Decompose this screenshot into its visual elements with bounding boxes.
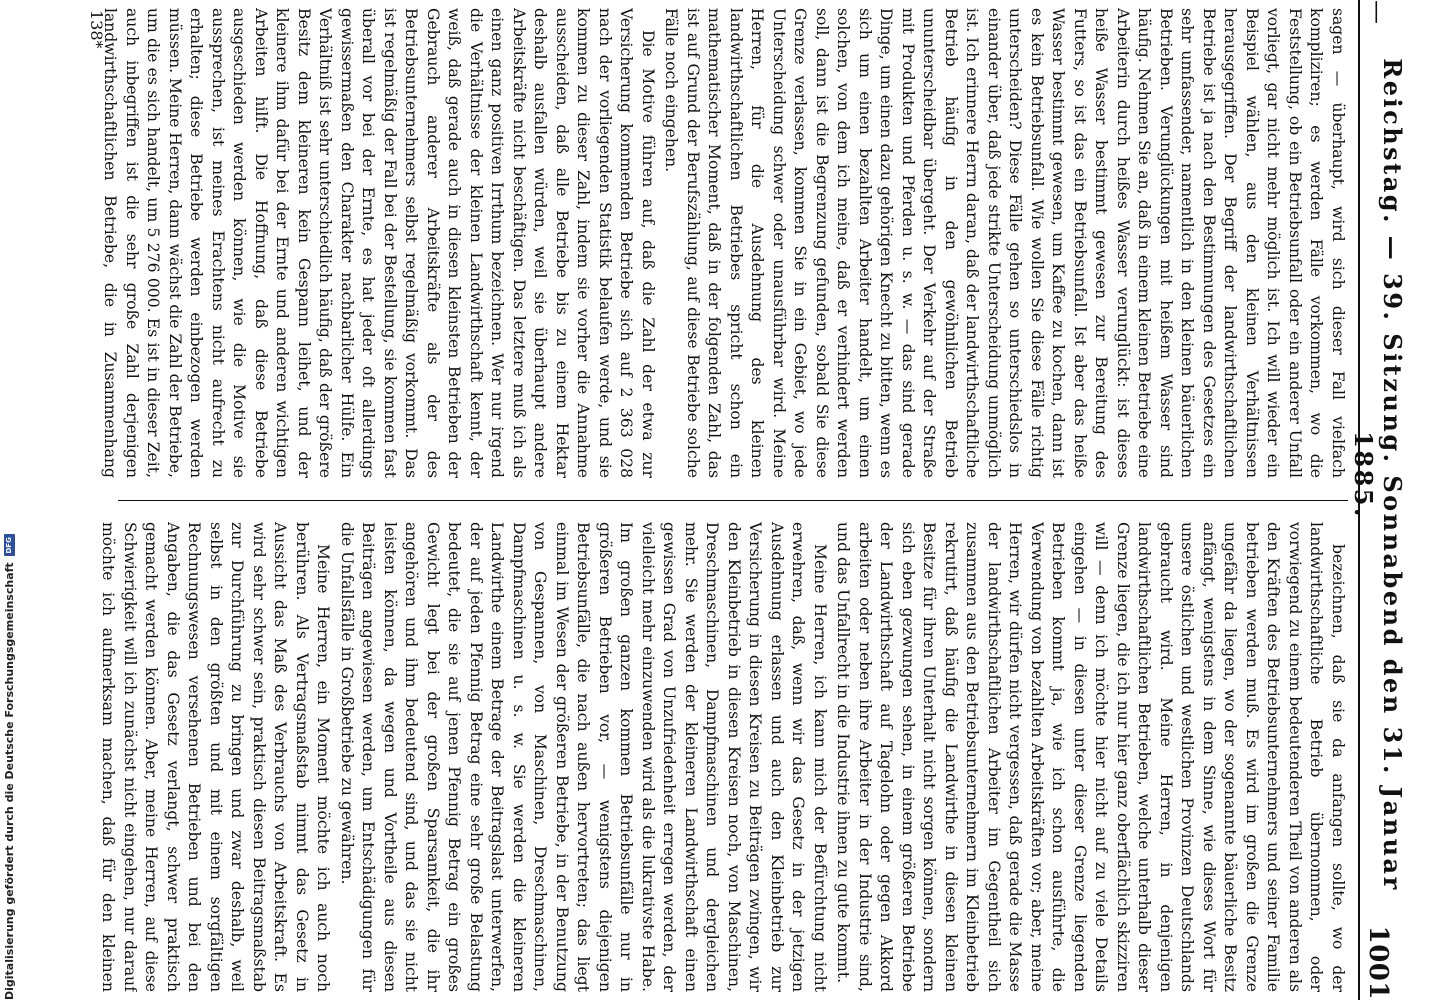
right-text-column [98,522,1348,992]
paragraph: Die Motive führen auf, daß die Zahl der etwa zur Versicherung kommenden Betriebe sich auf 2 363 028 nach der vorliegenden Statistik belaufen werde, und sie kommen zu dieser Zahl, indem sie vorher die Annahme ausscheiden, daß alle Betriebe bis zu einem Hektar deshalb ausfallen würden, weil sie überhaupt andere Arbeitskräfte nicht beschäftigen. Das letztere muß ich als einen ganz positiven Irrthum bezeichnen. Wer nur irgend die Verhältnisse der kleinen Landwirthschaft kennt, der weiß, daß gerade auch in diesen kleinsten Betrieben der Gebrauch anderer Arbeitskräfte als der des Betriebsunternehmers selbst regelmäßig vorkommt. Das ist regelmäßig der Fall bei der Bestellung, sie kommen fast überall vor bei der Ernte, es hat jeder oft allerdings gewissermaßen den Charakter nachbarlicher Hülfe. Ein Verhältniß ist sehr unterschiedlich häufig, daß der größere Besitz dem kleineren kein Gespann leihet, und der kleinere ihm dafür bei der Ernte und anderen wichtigen Arbeiten hilft. Die Hoffnung, daß diese Betriebe ausgeschieden werden können, wie die Motive sie aussprechen, ist meines Erachtens nicht aufrecht zu erhalten; diese Betriebe werden einbezogen werden müssen. Meine Herren, dann wächst die Zahl der Betriebe, um die es sich handelt, um 5 276 000. Es ist in dieser Zeit, auch inbegriffen ist die sehr große Zahl derjenigen landwirthschaftlichen Betriebe, die in Zusammenhang [101,8,657,478]
credit-text: Digitalisierung gefördert durch die Deutsche Forschungsgemeinschaft [2,562,16,1000]
running-head [1349,0,1407,1000]
sheet-signature: 138* [87,10,106,49]
dfg-logo-icon: DFG [4,534,15,556]
left-text-column [98,8,1348,478]
paragraph: Meine Herren, ein Moment möchte ich auch noch berühren. Als Vertragsmaßstab nimmt das Gesetz in Aussicht das Maß des Verbrauchs von Arbeitskraft. Es wird sehr schwer sein, praktisch diesen Beitragsmaßstab zur Durchführung zu bringen und zwar deshalb, weil selbst in den größten und mit einem sorgfältigen Rechnungswesen versehenen Betrieben und bei den Angaben, die das Gesetz verlangt, schwer praktisch gemacht werden können. Aber, meine Herren, auf diese Schwierigkeit will ich zunächst nicht eingehen, nur darauf möchte ich aufmerksam machen, daß für den kleinen [99,522,333,992]
digitization-credit [2,0,16,1000]
running-head-dash: — [1364,0,1392,25]
paragraph: Meine Herren, ich kann mich der Befürchtung nicht erwehren, daß, wenn wir das Gesetz in der jetzigen Ausdehnung erlassen und auch den Kleinbetrieb zur Versicherung in diesen Kreisen zu Beiträgen zwingen, wir den Kleinbetrieb in diesen Kreisen noch, von Maschinen, Dreschmaschinen, Dampfmaschinen und dergleichen mehr. Sie werden der kleineren Landwirthschaft einen gewissen Grad von Unzufriedenheit erregen werden, der vielleicht mehr einzuwenden wird als die lukrativste Habe. Im großen ganzen kommen Betriebsunfälle nur in größeren Betrieben vor, — wenigstens diejenigen Betriebsunfälle, die nach außen hervortreten; das liegt einmal im Wesen der größeren Betriebe, in der Benutzung von Gespannen, von Maschinen, Dreschmaschinen, Dampfmaschinen u. s. w. Sie werden die kleineren Landwirthe einem Betrage der Beitragslast unterwerfen, der auf jeden Pfennig Betrag eine sehr große Belastung bedeutet, die sie auf jenen Pfennig Betrag ein großes Gewicht legt bei der großen Sparsamkeit, die ihr angehören und ihm bedeutend sind, und das sie nicht leisten können, da wegen und Vortheile aus diesen Beiträgen angewiesen werden, um Entschädigungen für die Unfallsfälle in Großbetriebe zu gewähren. [338,522,829,992]
paragraph: bezeichnen, daß sie da anfangen sollte, wo der landwirthschaftliche Betrieb übernommen, oder vorwiegend zu einem bedeutenderen Theil von anderen als den Kräften des Betriebsunternehmers und seiner Familie betrieben werden muß. Es wird im großen die Grenze ungefähr da liegen, wo der sogenannte bäuerliche Besitz anfängt, wenigstens in dem Sinne, wie dieses Wort für unsere östlichen und westlichen Provinzen Deutschlands gebraucht wird. Meine Herren, in denjenigen landwirthschaftlichen Betrieben, welche unterhalb dieser Grenze liegen, die ich nur hier ganz oberflächlich skizziren will — denn ich möchte hier nicht auf zu viele Details eingehen — in diesen unter dieser Grenze liegenden Betrieben kommt ja, wie ich schon ausführte, die Verwendung von bezahlten Arbeitskräften vor; aber, meine Herren, wir dürfen nicht vergessen, daß gerade die Masse der landwirthschaftlichen Arbeiter im Gegentheil sich zusammen aus den Betriebsunternehmern im Kleinbetrieb rekrutirt, daß häufig die Landwirthe in diesen kleinen Besitze für ihren Unterhalt nicht sorgen können, sondern sich eben gezwungen sehen, in einem größeren Betriebe der Landwirthschaft auf Tagelohn oder gegen Akkord arbeiten oder neben ihre Arbeiter in der Industrie sind, und das Unfallrecht in die Industrie ihnen zu gute kommt. [834,522,1347,992]
rotated-page-sheet [76,0,1407,1000]
page-number: 1001 [1363,925,1393,1000]
column-divider-rule [118,500,1348,501]
running-head-title: Reichstag. — 39. Sitzung. Sonnabend den 31. Januar 1885. [1349,58,1407,892]
paragraph: sagen — überhaupt, wird sich dieser Fall vielfach kompliziren; es werden Fälle vorkommen, wo die Feststellung, ob ein Betriebsunfall oder ein anderer Unfall vorliegt, gar nicht mehr möglich ist. Ich will wieder ein Beispiel wählen, aus den kleinen Verhältnissen herausgegriffen. Der Begriff der landwirthschaftlichen Betriebe ist ja nach den Bestimmungen des Gesetzes ein sehr umfassender, namentlich in den kleinen bäuerlichen Betrieben. Verunglückungen mit heißem Wasser sind häufig. Nehmen Sie an, daß in einem kleinen Betriebe eine Arbeiterin durch heißes Wasser verunglückt: ist dieses heiße Wasser bestimmt gewesen zur Bereitung des Futters, so ist das ein Betriebsunfall. Ist aber das heiße Wasser bestimmt gewesen, um Kaffee zu kochen, dann ist es kein Betriebsunfall. Wie wollen Sie diese Fälle richtig unterscheiden? Diese Fälle gehen so unterschiedslos in einander über, daß jede strikte Unterscheidung unmöglich ist. Ich erinnere Herrn daran, daß der landwirthschaftliche Betrieb häufig in den gewöhnlichen Betrieb ununterscheidbar übergeht. Der Verkehr auf der Straße mit Produkten und Pferden u. s. w. — das sind gerade Dinge, um einen dazu gehörigen Knecht zu bitten, wenn es sich um einen bezahlten Arbeiter handelt, um einen solchen, von dem ich meine, daß er verhindert werden soll, dann ist die Begrenzung gefunden, sobald Sie diese Grenze verlassen, kommen Sie in ein Gebiet, wo jede Unterscheidung schwer oder unausführbar wird. Meine Herren, für die Ausdehnung des kleinen landwirthschaftlichen Betriebes spricht schon ein mathematischer Moment, daß in der folgenden Zahl, das ist auf Grund der Berufszählung, auf diese Betriebe solche Fälle noch eingehen. [662,8,1347,478]
